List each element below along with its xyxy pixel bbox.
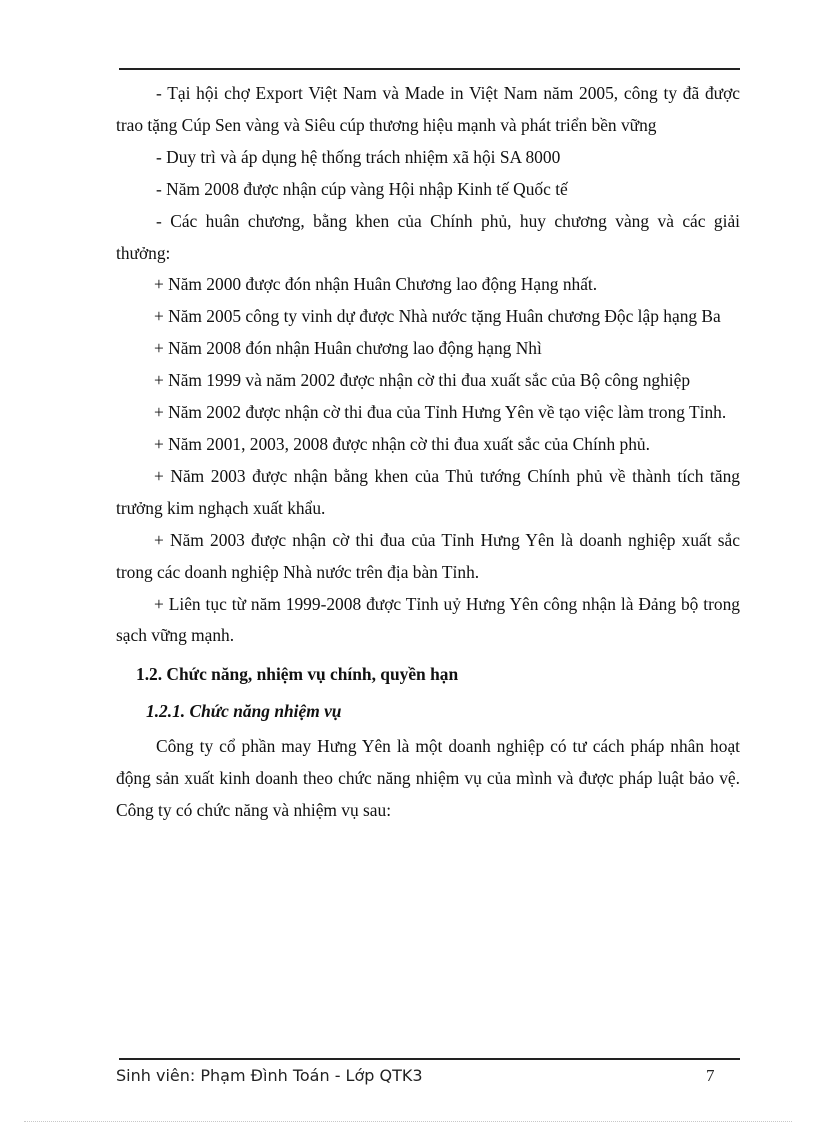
footer-rule [119, 1058, 740, 1060]
paragraph-gold-cup-2008: - Năm 2008 được nhận cúp vàng Hội nhập Kinh tế Quốc tế [156, 178, 568, 199]
list-item-2008: + Năm 2008 đón nhận Huân chương lao động hạng Nhì [154, 338, 542, 359]
document-body [116, 78, 740, 827]
section-heading: 1.2. Chức năng, nhiệm vụ chính, quyền hạn [136, 664, 459, 685]
paragraph-sa8000: - Duy trì và áp dụng hệ thống trách nhiệm xã hội SA 8000 [156, 146, 561, 167]
paragraph-medals-intro: - Các huân chương, bằng khen của Chính phủ, huy chương vàng và các giải thưởng: [116, 210, 740, 263]
list-item-2003-province: + Năm 2003 được nhận cờ thi đua của Tỉnh Hưng Yên là doanh nghiệp xuất sắc trong các doanh nghiệp Nhà nước trên địa bàn Tỉnh. [116, 529, 740, 582]
subsection-heading: 1.2.1. Chức năng nhiệm vụ [146, 701, 342, 722]
page-edge-divider [24, 1121, 792, 1122]
list-item-2002-province: + Năm 2002 được nhận cờ thi đua của Tỉnh Hưng Yên về tạo việc làm trong Tỉnh. [154, 402, 727, 423]
closing-paragraph: Công ty cổ phần may Hưng Yên là một doanh nghiệp có tư cách pháp nhân hoạt động sản xuất kinh doanh theo chức năng nhiệm vụ của mình và được pháp luật bảo vệ. Công ty có chức năng và nhiệm vụ sau: [116, 736, 740, 821]
list-item-1999-2002: + Năm 1999 và năm 2002 được nhận cờ thi đua xuất sắc của Bộ công nghiệp [154, 370, 691, 391]
list-item-2003-prime-minister: + Năm 2003 được nhận bằng khen của Thủ tướng Chính phủ về thành tích tăng trưởng kim nghạch xuất khẩu. [116, 465, 740, 518]
list-item-2001-2003-2008: + Năm 2001, 2003, 2008 được nhận cờ thi đua xuất sắc của Chính phủ. [154, 433, 650, 454]
list-item-1999-2008-party: + Liên tục từ năm 1999-2008 được Tỉnh uỷ Hưng Yên công nhận là Đảng bộ trong sạch vững mạnh. [116, 593, 740, 646]
header-rule [119, 68, 740, 70]
list-item-2000: + Năm 2000 được đón nhận Huân Chương lao động Hạng nhất. [154, 274, 598, 295]
footer-author: Sinh viên: Phạm Đình Toán - Lớp QTK3 [116, 1066, 423, 1085]
list-item-2005: + Năm 2005 công ty vinh dự được Nhà nước tặng Huân chương Độc lập hạng Ba [154, 306, 721, 327]
paragraph-award-export-fair: - Tại hội chợ Export Việt Nam và Made in Việt Nam năm 2005, công ty đã được trao tặng Cúp Sen vàng và Siêu cúp thương hiệu mạnh và phát triển bền vững [116, 83, 740, 135]
page-number: 7 [706, 1066, 715, 1085]
